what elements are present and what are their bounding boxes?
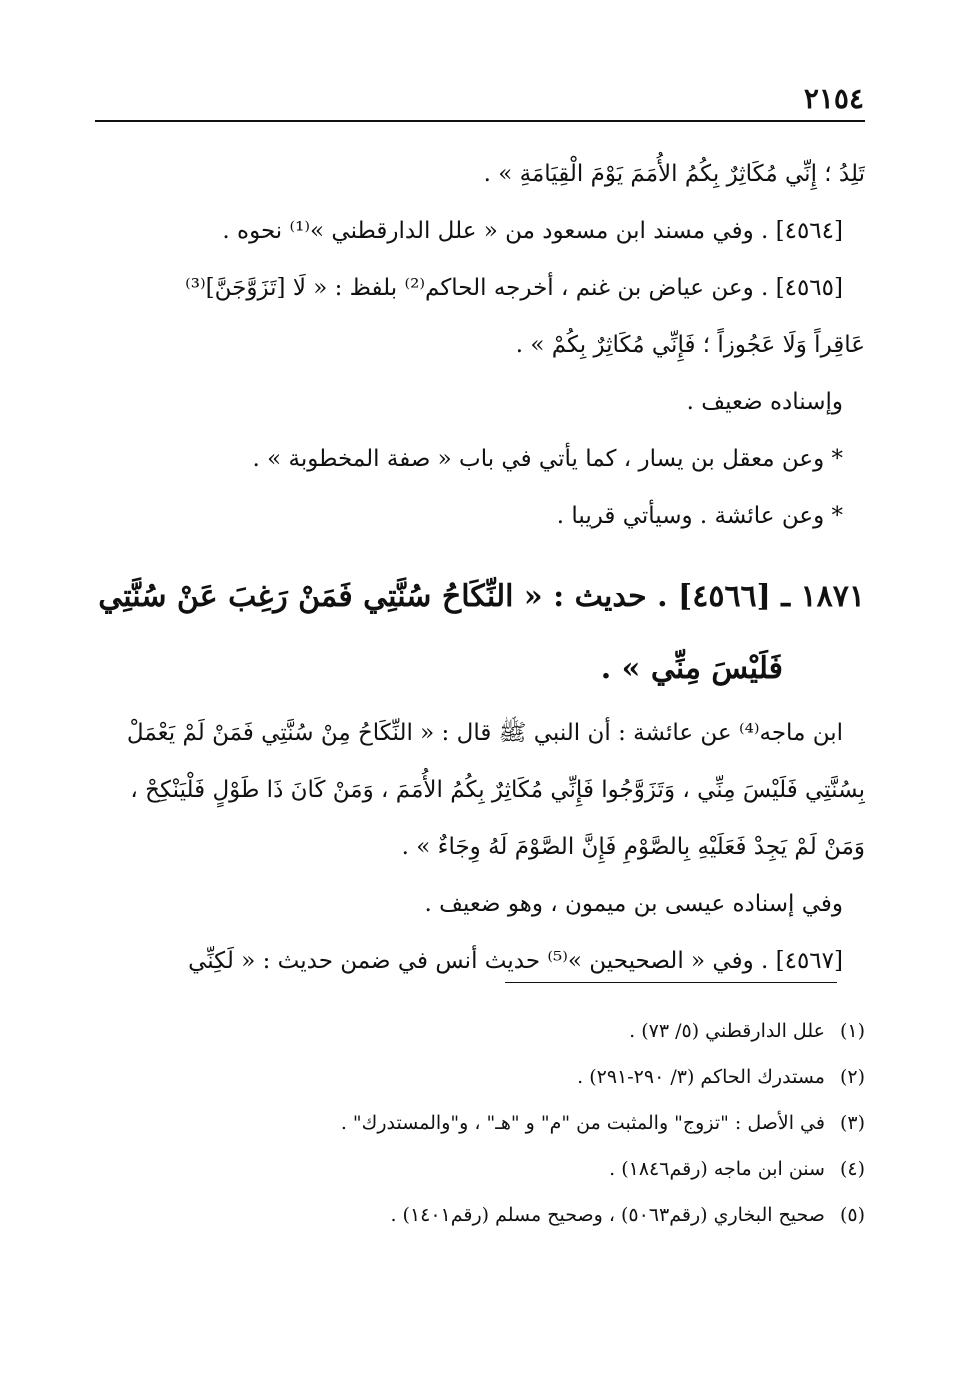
text-line-3: [٤٥٦٥] . وعن عياض بن غنم ، أخرجه الحاكم⁽²⁾ بلفظ : « لَا [تَزَوَّجَنَّ]⁽³⁾ — [185, 275, 843, 301]
footnote-3 — [95, 1100, 865, 1146]
footnote-text: مستدرك الحاكم (٣/ ٢٩٠-٢٩١) . — [577, 1066, 825, 1088]
footnote-4 — [95, 1146, 865, 1192]
text-line-4: عَاقِراً وَلَا عَجُوزاً ؛ فَإِنِّي مُكَاثِرٌ بِكُمْ » . — [515, 332, 865, 358]
footnotes — [95, 1008, 865, 1238]
text-line-8: ابن ماجه⁽⁴⁾ عن عائشة : أن النبي ﷺ قال : « النِّكَاحُ مِنْ سُنَّتِي فَمَنْ لَمْ يَعْمَلْ — [126, 720, 843, 746]
text-line-7: * وعن عائشة . وسيأتي قريبا . — [556, 503, 843, 529]
spacer — [95, 545, 865, 561]
text-line-9: بِسُنَّتِي فَلَيْسَ مِنِّي ، وَتَزَوَّجُوا فَإِنِّي مُكَاثِرٌ بِكُمُ الأُمَمَ ، وَمَنْ كَانَ ذَا طَوْلٍ فَلْيَنْكِحْ ، — [130, 777, 865, 803]
footnote-number: (١) — [839, 1020, 865, 1042]
footnote-2 — [95, 1054, 865, 1100]
text-line-5: وإسناده ضعيف . — [686, 389, 843, 415]
hadith-heading-line-2: فَلَيْسَ مِنِّي » . — [600, 651, 783, 686]
footnote-text: سنن ابن ماجه (رقم١٨٤٦) . — [609, 1158, 825, 1180]
footnote-text: صحيح البخاري (رقم٥٠٦٣) ، وصحيح مسلم (رقم١٤٠١) . — [390, 1204, 825, 1226]
text-line-6: * وعن معقل بن يسار ، كما يأتي في باب « صفة المخطوبة » . — [252, 446, 843, 472]
text-line-11: وفي إسناده عيسى بن ميمون ، وهو ضعيف . — [424, 891, 843, 917]
text-line-10: وَمَنْ لَمْ يَجِدْ فَعَلَيْهِ بِالصَّوْمِ فَإِنَّ الصَّوْمَ لَهُ وِجَاءٌ » . — [401, 834, 865, 860]
footnote-text: في الأصل : "تزوج" والمثبت من "م" و "هـ" ، و"والمستدرك" . — [340, 1112, 825, 1134]
footnote-text: علل الدارقطني (٥/ ٧٣) . — [629, 1020, 825, 1042]
hadith-heading-line-1: ١٨٧١ ـ [٤٥٦٦] . حديث : « النِّكَاحُ سُنَّتِي فَمَنْ رَغِبَ عَنْ سُنَّتِي — [98, 579, 865, 614]
text-line-2: [٤٥٦٤] . وفي مسند ابن مسعود من « علل الدارقطني »⁽¹⁾ نحوه . — [222, 218, 843, 244]
footnote-number: (٤) — [839, 1158, 865, 1180]
footnote-1 — [95, 1008, 865, 1054]
footnote-number: (٢) — [839, 1066, 865, 1088]
text-line-12: [٤٥٦٧] . وفي « الصحيحين »⁽⁵⁾ حديث أنس في ضمن حديث : « لَكِنِّي — [188, 948, 843, 974]
footnote-5 — [95, 1192, 865, 1238]
footnote-rule — [505, 982, 837, 983]
footnote-number: (٣) — [839, 1112, 865, 1134]
header-rule — [95, 120, 865, 122]
page-number: ٢١٥٤ — [803, 82, 864, 115]
text-line-1: تَلِدُ ؛ إِنِّي مُكَاثِرٌ بِكُمُ الأُمَمَ يَوْمَ الْقِيَامَةِ » . — [483, 161, 865, 187]
footnote-number: (٥) — [839, 1204, 865, 1226]
body-text — [95, 146, 865, 990]
